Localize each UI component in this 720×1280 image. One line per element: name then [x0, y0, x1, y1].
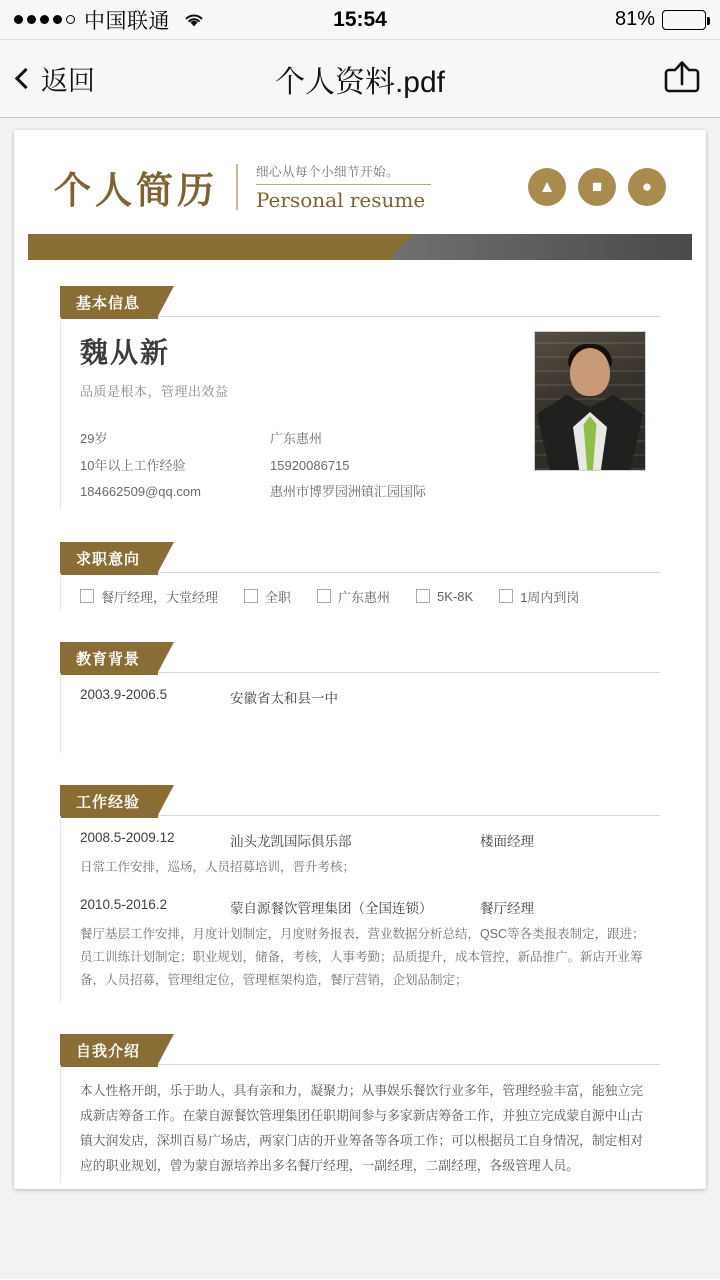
section-tab-education: 教育背景 [60, 642, 158, 675]
candidate-motto: 品质是根本，管理出效益 [80, 384, 229, 399]
intention-type: 全职 [265, 589, 292, 605]
section-education [14, 642, 706, 759]
resume-header-icons [528, 168, 666, 206]
status-bar-right [615, 8, 706, 31]
resume-subtitle-block [256, 162, 431, 212]
work-period: 2010.5-2016.2 [80, 897, 168, 913]
section-header [60, 642, 660, 672]
basic-email: 184662509@qq.com [80, 484, 201, 500]
work-company: 汕头龙凯国际俱乐部 [230, 833, 352, 849]
nav-bar [0, 40, 720, 118]
basic-info-column-2 [270, 426, 426, 506]
self-intro-text: 本人性格开朗，乐于助人，具有亲和力，凝聚力；从事娱乐餐饮行业多年，管理经验丰富，能独立完成新店筹备工作。在蒙自源餐饮管理集团任职期间参与多家新店筹备工作，并独立完成蒙自源中山古镇大润发店，深圳百易广场店，两家门店的开业筹备等各项工作；可以根据员工自身情况，制定相对应的职业规划，曾为蒙自源培养出多名餐厅经理，一副经理，二副经理，各级管理人员。 [80, 1083, 644, 1174]
table-row [80, 687, 652, 707]
section-header [60, 785, 660, 815]
intention-salary: 5K-8K [437, 588, 474, 604]
section-tab-work: 工作经验 [60, 785, 158, 818]
basic-info-body [60, 317, 660, 516]
basic-info-column-1 [80, 426, 270, 506]
resume-title-en: Personal resume [256, 188, 426, 212]
resume-tagline: 细心从每个小细节开始。 [256, 165, 400, 179]
resume-title-block [54, 160, 431, 214]
pdf-viewer[interactable] [0, 118, 720, 1279]
briefcase-icon: ■ [578, 168, 616, 206]
clock-label: 15:54 [333, 7, 387, 31]
job-intention-tags [80, 587, 652, 606]
graduation-cap-icon: ▲ [528, 168, 566, 206]
resume-title-cn: 个人简历 [54, 168, 218, 212]
section-work-experience [14, 785, 706, 1009]
work-company: 蒙自源餐饮管理集团（全国连锁） [230, 901, 433, 917]
list-item [244, 587, 291, 606]
salary-icon [416, 589, 430, 603]
basic-age: 29岁 [80, 431, 108, 446]
basic-region: 广东惠州 [270, 431, 323, 446]
education-period: 2003.9-2006.5 [80, 686, 168, 702]
intention-location: 广东惠州 [338, 589, 391, 605]
position-icon [80, 589, 94, 603]
chevron-left-icon [15, 68, 36, 89]
list-item [80, 897, 652, 992]
work-body [60, 816, 660, 1009]
table-row [80, 897, 652, 917]
section-tab-self-intro: 自我介绍 [60, 1034, 158, 1067]
section-self-intro [14, 1034, 706, 1189]
list-item [80, 587, 218, 606]
section-header [60, 542, 660, 572]
work-description: 餐厅基层工作安排，月度计划制定，月度财务报表，营业数据分析总结，QSC等各类报表制定，跟进；员工训练计划制定；职业规划，储备，考核，人事考勤；品质提升，成本管控，新品推广。新店开业筹备，人员招募，管理组定位，管理框架构造，餐厅营销，企划品制定； [80, 927, 645, 988]
back-button[interactable] [18, 59, 95, 98]
list-item [317, 587, 390, 606]
status-bar [0, 0, 720, 40]
share-icon [662, 59, 702, 93]
section-job-intention [14, 542, 706, 616]
back-button-label: 返回 [41, 66, 95, 96]
battery-icon [662, 10, 706, 30]
list-item [499, 587, 579, 606]
table-row [80, 830, 652, 850]
battery-percent-label: 81% [614, 8, 655, 30]
work-position: 餐厅经理 [480, 901, 534, 917]
carrier-label: 中国联通 [84, 9, 170, 33]
basic-phone: 15920086715 [270, 457, 350, 473]
pdf-page [14, 130, 706, 1189]
basic-info-text [80, 331, 524, 506]
title-divider [236, 164, 238, 210]
list-item [416, 589, 473, 604]
header-band [28, 234, 692, 260]
share-button[interactable] [662, 59, 702, 98]
section-tab-intention: 求职意向 [60, 542, 158, 575]
page-title: 个人资料.pdf [274, 65, 446, 99]
intention-availability: 1周内到岗 [520, 589, 580, 605]
candidate-name: 魏从新 [80, 337, 171, 368]
work-position: 楼面经理 [480, 833, 534, 849]
basic-experience: 10年以上工作经验 [80, 457, 186, 473]
job-intention-body [60, 573, 660, 616]
location-icon [317, 589, 331, 603]
education-body [60, 673, 660, 759]
basic-address: 惠州市博罗园洲镇汇园国际 [270, 484, 427, 500]
list-item [80, 830, 652, 879]
section-header [60, 1034, 660, 1064]
badge-icon: ● [628, 168, 666, 206]
self-intro-body [60, 1065, 660, 1189]
basic-info-grid [80, 426, 524, 506]
fulltime-icon [244, 589, 258, 603]
section-tab-basic: 基本信息 [60, 286, 158, 319]
subtitle-rule [256, 184, 431, 185]
education-school: 安徽省太和县一中 [230, 690, 338, 706]
section-basic-info [14, 286, 706, 516]
work-description: 日常工作安排，巡场，人员招募培训，晋升考核； [80, 859, 356, 874]
section-header [60, 286, 660, 316]
resume-header [14, 130, 706, 222]
work-period: 2008.5-2009.12 [80, 829, 175, 845]
calendar-icon [499, 589, 513, 603]
portrait-photo [534, 331, 646, 471]
intention-position: 餐厅经理，大堂经理 [101, 589, 219, 605]
